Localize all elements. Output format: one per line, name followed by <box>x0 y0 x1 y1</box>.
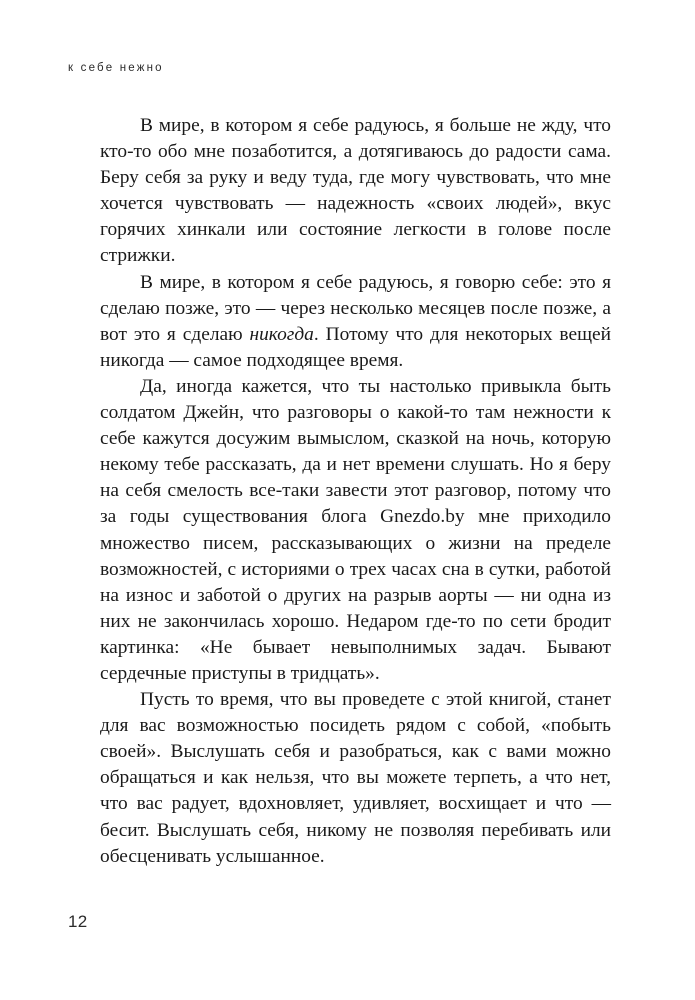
paragraph-3: Да, иногда кажется, что ты настолько привыкла быть солдатом Джейн, что разговоры о какой-то там нежности к себе кажутся досужим вымыслом, сказкой на ночь, которую некому тебе рассказать, да и нет времени слушать. Но я беру на себя смелость все-таки завести этот разговор, потому что за годы существования блога Gnezdo.by мне приходило множество писем, рассказывающих о жизни на пределе возможностей, с историями о трех часах сна в сутки, работой на износ и заботой о других на разрыв аорты — ни одна из них не закончилась хорошо. Недаром где-то по сети бродит картинка: «Не бывает невыполнимых задач. Бывают сердечные приступы в тридцать». <box>100 375 611 684</box>
body-text <box>100 113 611 870</box>
paragraph-2-segment-3: . Потому что для некоторых вещей никогда — самое подходящее время. <box>100 323 611 371</box>
paragraph-1: В мире, в котором я себе радуюсь, я больше не жду, что кто-то обо мне позаботится, а дотягиваюсь до радости сама. Беру себя за руку и веду туда, где могу чувствовать, что мне хочется чувствовать — надежность «своих людей», вкус горячих хинкали или состояние легкости в голове после стрижки. <box>100 115 611 267</box>
paragraph-2 <box>100 270 611 374</box>
page-number: 12 <box>68 912 88 931</box>
running-header: к себе нежно <box>68 62 164 74</box>
paragraph-2-segment-1: В мире, в котором я себе радуюсь, я говорю себе: это я сделаю позже, это — через несколько месяцев после позже, а вот это я сделаю <box>100 271 611 345</box>
paragraph-4: Пусть то время, что вы проведете с этой книгой, станет для вас возможностью посидеть рядом с собой, «побыть своей». Выслушать себя и разобраться, как с вами можно обращаться и как нельзя, что вы можете терпеть, а что нет, что вас радует, вдохновляет, удивляет, восхищает и что — бесит. Выслушать себя, никому не позволяя перебивать или обесценивать услышанное. <box>100 689 611 867</box>
paragraph-2-emphasis: никогда <box>249 323 314 345</box>
